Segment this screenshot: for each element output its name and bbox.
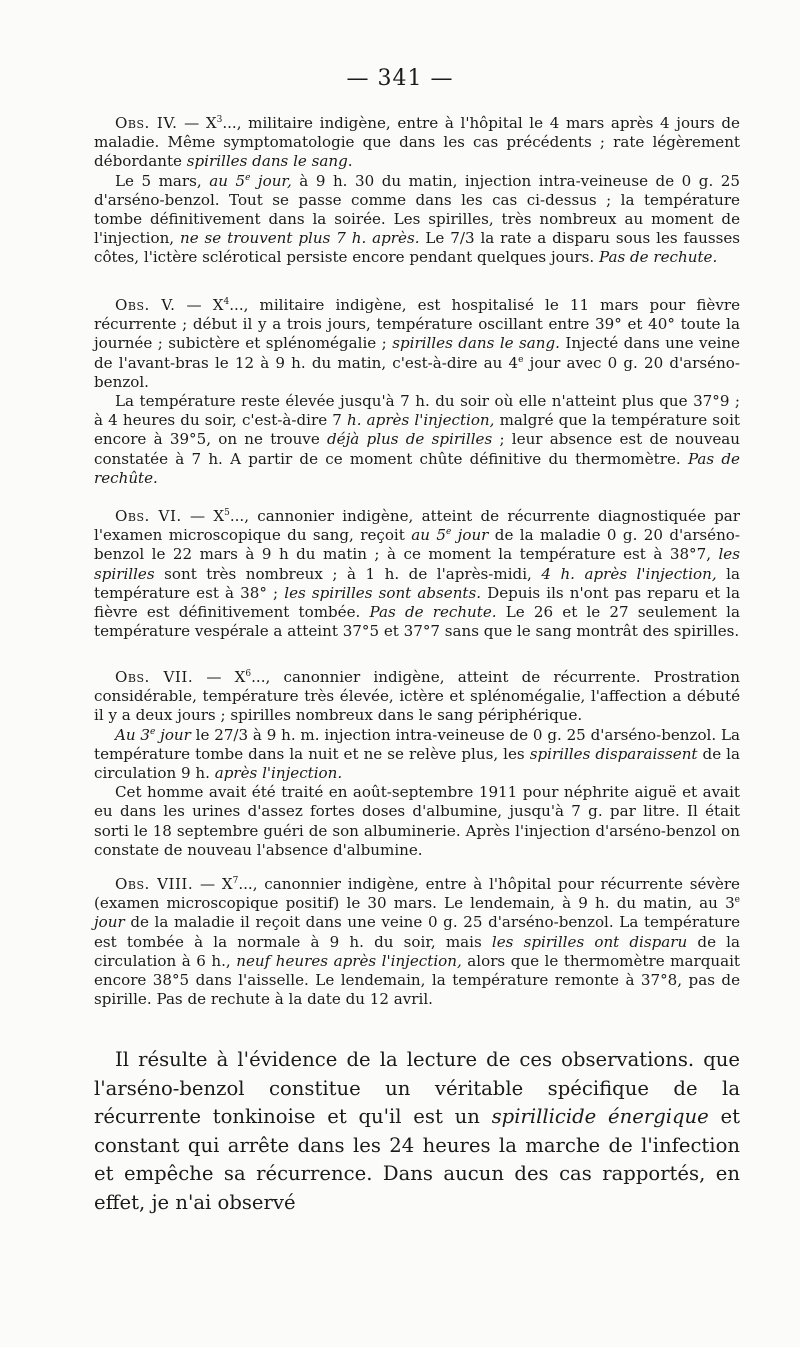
superscript: e	[734, 895, 740, 906]
paragraph	[94, 114, 740, 172]
italic-text: au 5	[411, 526, 446, 545]
observation-label: Obs. VIII.	[115, 875, 194, 893]
italic-text: au 5	[209, 171, 246, 190]
text-run: sont très nombreux ; à 1 h. de l'après-midi,	[154, 564, 542, 583]
superscript: 7	[232, 875, 239, 886]
observation-vi	[94, 507, 740, 641]
text-run: — X	[181, 507, 225, 525]
observation-label: Obs. V.	[115, 296, 176, 314]
text-run: ..., militaire indigène, entre à l'hôpital le 4 mars après 4 jours de maladie. Même symptomatologie que dans les cas précédents ; rate légèrement débordante	[94, 114, 740, 171]
italic-text: jour	[451, 526, 489, 545]
superscript: 3	[216, 114, 223, 125]
text-run: de la circulation 9 h.	[94, 744, 740, 783]
italic-text: déjà plus de spirilles	[327, 430, 493, 449]
italic-text: Au 3	[115, 725, 151, 744]
text-run: de la maladie 0 g. 20 d'arséno-benzol le 22 mars à 9 h du matin ; à ce moment la température est à 38°7,	[94, 526, 740, 564]
superscript: e	[245, 172, 251, 183]
italic-text: spirilles dans le sang	[186, 152, 348, 171]
superscript: 6	[245, 668, 252, 679]
italic-text: après l'injection.	[214, 764, 343, 783]
italic-text: jour	[155, 725, 191, 744]
observation-v	[94, 296, 740, 488]
text-run: de la maladie il reçoit dans une veine 0 g. 25 d'arséno-benzol. La température est tombée à la normale à 9 h. du soir, mais	[94, 913, 740, 951]
observation-viii	[94, 875, 740, 1009]
paragraph	[94, 392, 740, 488]
italic-text: ne se trouvent plus 7 h. après.	[180, 229, 420, 248]
text-run: — X	[193, 875, 233, 893]
text-run: La température reste élevée jusqu'à 7 h. du soir où elle n'atteint plus que 37°9 ; à 4 heures du soir, c'est-à-dire 7	[94, 392, 740, 430]
page-number: — 341 —	[346, 66, 454, 91]
text-run: ..., cannonier indigène, atteint de récurrente diagnostiquée par l'examen microscopique du sang, reçoit	[94, 507, 741, 545]
italic-text: spirilles disparaissent	[529, 744, 698, 763]
italic-text: les spirilles sont absents.	[284, 583, 482, 602]
text-run: Depuis ils n'ont pas reparu et la fièvre est définitivement tombée.	[94, 583, 740, 622]
text-run: — X	[175, 296, 224, 314]
italic-text: 4 h. après l'injection,	[541, 564, 717, 583]
paragraph	[94, 172, 740, 268]
superscript: 4	[223, 296, 230, 307]
paragraph	[94, 296, 740, 392]
italic-text: Pas de rechute.	[599, 248, 718, 267]
text-run: ..., militaire indigène, est hospitalisé le 11 mars pour fièvre récurrente ; début il y a trois jours, température oscillant entre 39° et 40° toute la journée ; subictère et splénomégalie ;	[94, 296, 741, 353]
text-run: Le 5 mars,	[115, 171, 210, 190]
text-run: alors que le thermomètre marquait encore 38°5 dans l'aisselle. Le lendemain, la température remonte à 37°8, pas de spirille. Pas de rechute à la date du 12 avril.	[94, 951, 740, 1009]
italic-text: h. après l'injection,	[347, 411, 495, 430]
text-run: et constant qui arrête dans les 24 heures la marche de l'infection et empêche sa récurrence. Dans aucun des cas rapportés, en effet, je n'ai observé	[94, 1105, 741, 1214]
text-run: ..., canonnier indigène, entre à l'hôpital pour récurrente sévère (examen microscopique positif) le 30 mars. Le lendemain, à 9 h. du matin, au 3	[94, 875, 740, 913]
text-run: malgré que la température soit encore à 39°5, on ne trouve	[94, 411, 741, 449]
text-run: Cet homme avait été traité en août-septembre 1911 pour néphrite aiguë et avait eu dans les urines d'assez fortes doses d'albumine, jusqu'à 7 g. par litre. Il était sorti le 18 septembre guéri de son albuminerie. Après l'injection d'arséno-benzol on constate de nouveau l'absence d'albumine.	[94, 783, 740, 859]
observation-iv	[94, 114, 740, 268]
superscript: 5	[224, 507, 230, 518]
text-run: de la circulation à 6 h.,	[94, 932, 740, 970]
text-run: Le 7/3 la rate a disparu sous les fausses côtes, l'ictère sclérotical persiste encore pendant quelques jours.	[94, 229, 740, 267]
paragraph	[94, 507, 740, 641]
paragraph	[94, 783, 740, 860]
italic-text: Pas de rechûte.	[94, 449, 740, 487]
text-run: Le 26 et le 27 seulement la température vespérale a atteint 37°5 et 37°7 sans que le sang montrât des spirilles.	[94, 603, 740, 641]
text-run: — X	[177, 114, 217, 132]
italic-text: jour	[94, 913, 125, 932]
text-run: .	[347, 152, 353, 171]
paragraph	[94, 668, 740, 726]
observation-label: Obs. VII.	[115, 668, 194, 686]
text-run: ..., canonnier indigène, atteint de récurrente. Prostration considérable, température très élevée, ictère et splénomégalie, l'affection a débuté il y a deux jours ; spirilles nombreux dans le sang périphérique.	[94, 668, 740, 725]
superscript: e	[518, 354, 524, 365]
observation-label: Obs. IV.	[115, 114, 178, 132]
text-run: jour avec 0 g. 20 d'arséno-benzol.	[94, 353, 740, 391]
text-run: Injecté dans une veine de l'avant-bras le 12 à 9 h. du matin, c'est-à-dire au 4	[94, 334, 740, 372]
observation-vii	[94, 668, 740, 860]
conclusion-paragraph	[94, 1046, 740, 1218]
observation-label: Obs. VI.	[115, 507, 182, 525]
italic-text: spirilles dans le sang.	[392, 334, 560, 353]
text-run: la température est à 38° ;	[94, 564, 740, 602]
italic-text: spirillicide énergique	[491, 1105, 709, 1129]
italic-text: Pas de rechute.	[369, 603, 497, 622]
paragraph	[94, 875, 740, 1009]
superscript: e	[150, 726, 156, 737]
paragraph	[94, 726, 740, 784]
text-run: — X	[193, 668, 246, 686]
italic-text: neuf heures après l'injection,	[236, 951, 462, 970]
italic-text: les spirilles ont disparu	[491, 932, 688, 951]
superscript: e	[445, 527, 452, 538]
italic-text: les spirilles	[94, 545, 740, 583]
text-run: à 9 h. 30 du matin, injection intra-veineuse de 0 g. 25 d'arséno-benzol. Tout se passe comme dans les cas ci-dessus ; la température tombe définitivement dans la soirée. Les spirilles, très nombreux au moment de l'injection,	[94, 171, 740, 248]
text-run: ; leur absence est de nouveau constatée à 7 h. A partir de ce moment chûte définitive du thermomètre.	[94, 430, 740, 468]
italic-text: jour,	[250, 171, 292, 190]
text-run: Il résulte à l'évidence de la lecture de ces observations. que l'arséno-benzol constitue un véritable spécifique de la récurrente tonkinoise et qu'il est un	[94, 1048, 740, 1129]
text-run: le 27/3 à 9 h. m. injection intra-veineuse de 0 g. 25 d'arséno-benzol. La température tombe dans la nuit et ne se relève plus, les	[94, 725, 740, 763]
